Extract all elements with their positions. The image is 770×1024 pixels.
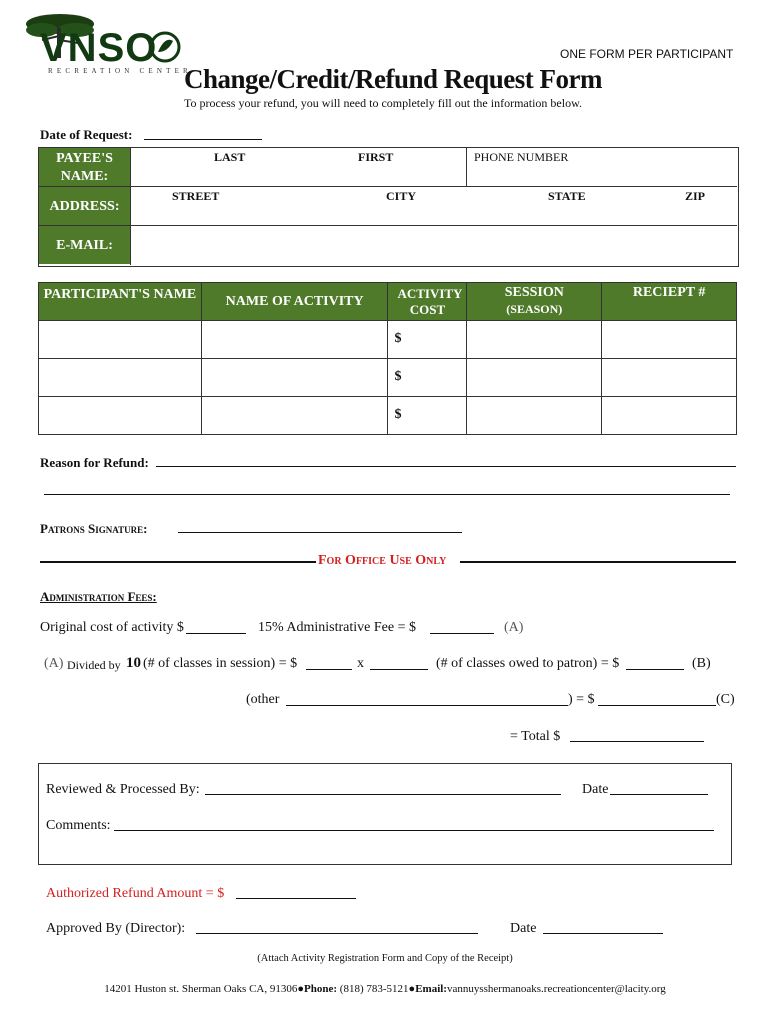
divided-by-label: Divided by <box>67 658 121 672</box>
footer-address: 14201 Huston st. Sherman Oaks CA, 91306 <box>104 983 298 995</box>
zip-label: ZIP <box>685 189 706 203</box>
page-subtitle: To process your refund, you will need to completely fill out the information below. <box>184 96 582 110</box>
receipt-cell[interactable] <box>602 397 737 435</box>
col-participant: PARTICIPANT'S NAME <box>43 287 197 302</box>
admin-fee-field[interactable] <box>430 633 494 634</box>
classes-in-session-label: (# of classes in session) = $ <box>143 656 298 671</box>
times-sign: x <box>357 656 364 671</box>
date-request-label: Date of Request: <box>40 127 133 142</box>
footer-email-label: Email: <box>415 983 447 995</box>
review-date-label: Date <box>582 782 609 797</box>
last-name-label: LAST <box>214 150 246 164</box>
address-label: ADDRESS: <box>49 199 120 214</box>
a-prefix: (A) <box>44 656 64 671</box>
table-row <box>39 321 737 359</box>
a-marker: (A) <box>504 620 524 635</box>
session-cell[interactable] <box>467 397 602 435</box>
cost-cell[interactable]: $ <box>388 397 467 435</box>
activity-cell[interactable] <box>201 321 388 359</box>
approved-date-label: Date <box>510 921 537 936</box>
bullet-icon: ● <box>297 983 305 995</box>
admin-heading: Administration Fees: <box>40 589 157 604</box>
per-class-field[interactable] <box>306 669 352 670</box>
bullet-icon: ● <box>408 983 416 995</box>
other-field[interactable] <box>286 705 568 706</box>
authorized-label: Authorized Refund Amount = $ <box>46 886 225 901</box>
reason-field-2[interactable] <box>44 494 730 495</box>
phone-field[interactable] <box>470 160 735 184</box>
col-receipt: RECIEPT # <box>632 285 706 300</box>
cost-cell[interactable]: $ <box>388 359 467 397</box>
reason-field[interactable] <box>156 466 736 467</box>
page-title: Change/Credit/Refund Request Form <box>184 64 602 94</box>
classes-owed-label: (# of classes owed to patron) = $ <box>436 656 620 671</box>
comments-field[interactable] <box>114 830 714 831</box>
attach-note: (Attach Activity Registration Form and Copy of the Receipt) <box>257 953 513 964</box>
cost-cell[interactable]: $ <box>388 321 467 359</box>
session-cell[interactable] <box>467 359 602 397</box>
activity-table <box>38 282 737 435</box>
c-marker: (C) <box>716 692 735 707</box>
original-cost-field[interactable] <box>186 633 246 634</box>
footer-phone: (818) 783-5121 <box>339 983 409 995</box>
footer-phone-label: Phone: <box>304 983 338 995</box>
one-form-note: ONE FORM PER PARTICIPANT <box>560 47 734 61</box>
address-field[interactable] <box>134 200 734 224</box>
approved-field[interactable] <box>196 933 478 934</box>
street-label: STREET <box>172 189 220 203</box>
review-date-field[interactable] <box>610 794 708 795</box>
state-label: STATE <box>548 189 586 203</box>
b-amount-field[interactable] <box>626 669 684 670</box>
classes-owed-field[interactable] <box>370 669 428 670</box>
total-field[interactable] <box>570 741 704 742</box>
signature-label: Patrons Signature: <box>40 521 148 536</box>
logo-text: VNSO <box>40 26 158 70</box>
receipt-cell[interactable] <box>602 359 737 397</box>
original-cost-label: Original cost of activity $ <box>40 620 184 635</box>
email-field[interactable] <box>134 228 734 262</box>
reviewed-label: Reviewed & Processed By: <box>46 782 200 797</box>
total-label: = Total $ <box>510 729 561 744</box>
col-activity: NAME OF ACTIVITY <box>225 294 364 309</box>
first-name-label: FIRST <box>358 150 394 164</box>
table-row <box>39 359 737 397</box>
comments-label: Comments: <box>46 818 111 833</box>
c-amount-field[interactable] <box>598 705 716 706</box>
date-request-field[interactable] <box>144 139 262 140</box>
col-cost: ACTIVITY COST <box>397 286 463 318</box>
activity-cell[interactable] <box>201 397 388 435</box>
participant-cell[interactable] <box>39 359 202 397</box>
receipt-cell[interactable] <box>602 321 737 359</box>
divisor: 10 <box>126 655 141 671</box>
authorized-field[interactable] <box>236 898 356 899</box>
other-close-label: ) = $ <box>568 692 595 707</box>
col-session: SESSION <box>504 285 564 300</box>
other-open-label: (other <box>246 692 280 707</box>
office-use-heading: For Office Use Only <box>318 553 447 568</box>
table-row <box>39 397 737 435</box>
reviewed-field[interactable] <box>205 794 561 795</box>
leaf-icon <box>148 30 182 64</box>
signature-field[interactable] <box>178 532 462 533</box>
logo-subtitle: RECREATION CENTER <box>48 67 192 75</box>
admin-fee-label: 15% Administrative Fee = $ <box>258 620 416 635</box>
b-marker: (B) <box>692 656 711 671</box>
payee-name-label: PAYEE'S NAME: <box>56 151 113 184</box>
phone-label: PHONE NUMBER <box>474 150 569 164</box>
footer-email[interactable]: vannuysshermanoaks.recreationcenter@lacity.org <box>446 983 666 995</box>
participant-cell[interactable] <box>39 397 202 435</box>
payee-name-field[interactable] <box>134 160 464 184</box>
footer <box>0 983 770 995</box>
reason-label: Reason for Refund: <box>40 455 149 470</box>
email-label: E-MAIL: <box>56 238 113 253</box>
activity-cell[interactable] <box>201 359 388 397</box>
session-cell[interactable] <box>467 321 602 359</box>
approved-date-field[interactable] <box>543 933 663 934</box>
participant-cell[interactable] <box>39 321 202 359</box>
review-box <box>38 763 732 865</box>
approved-label: Approved By (Director): <box>46 921 186 936</box>
city-label: CITY <box>386 189 417 203</box>
col-session-sub: (SEASON) <box>506 301 563 316</box>
